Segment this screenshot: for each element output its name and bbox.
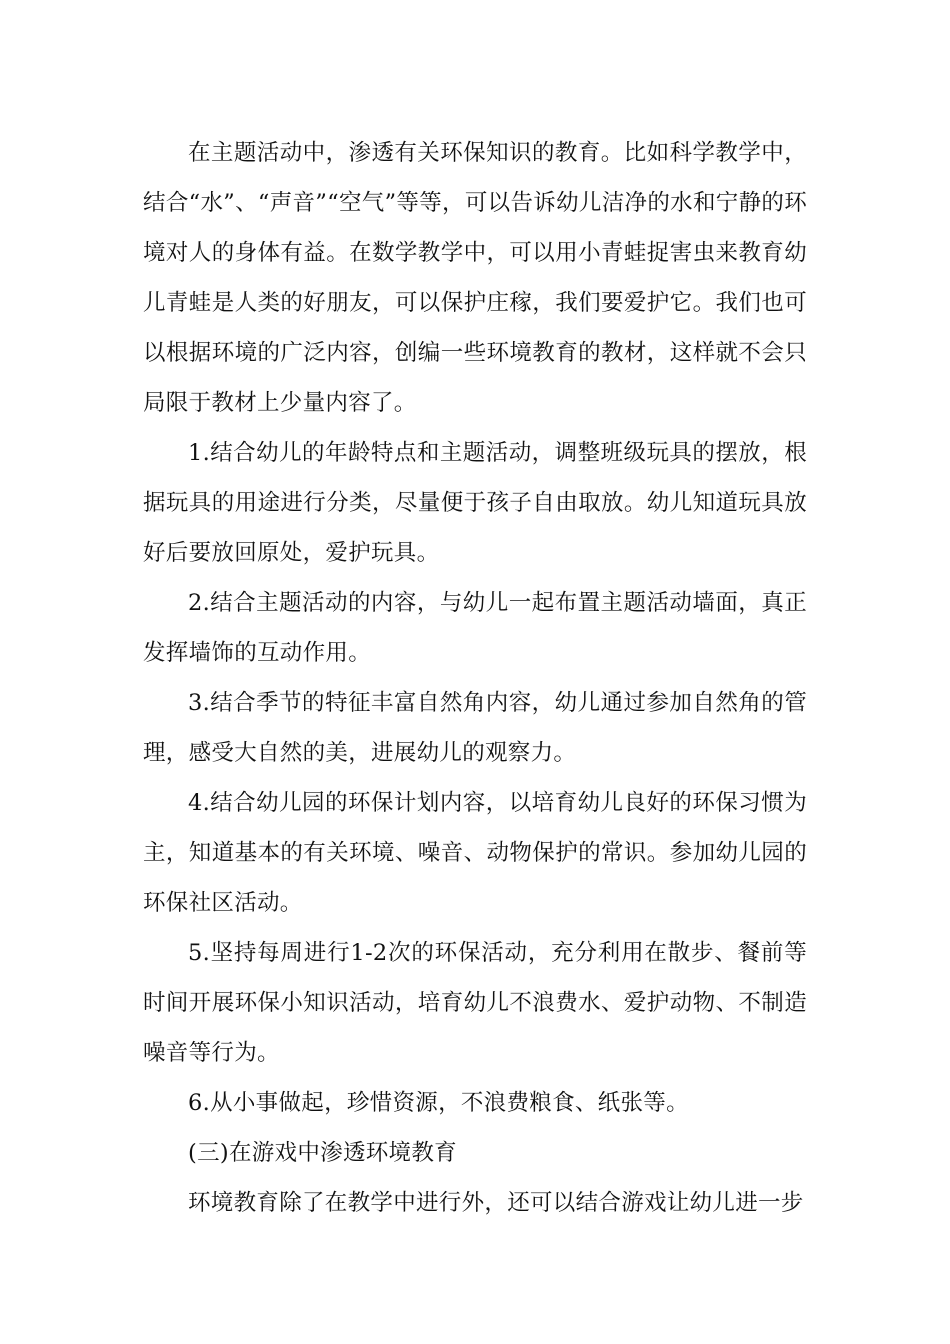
section-heading: (三)在游戏中渗透环境教育	[188, 1140, 457, 1166]
paragraph-intro: 在主题活动中，渗透有关环保知识的教育。比如科学教学中，结合“水”、“声音”“空气”等等，可以告诉幼儿洁净的水和宁静的环境对人的身体有益。在数学教学中，可以用小青蛙捉害虫来教育幼儿青蛙是人类的好朋友，可以保护庄稼，我们要爱护它。我们也可以根据环境的广泛内容，创编一些环境教育的教材，这样就不会只局限于教材上少量内容了。	[143, 140, 807, 416]
paragraph-item-6: 6.从小事做起，珍惜资源，不浪费粮食、纸张等。	[188, 1090, 689, 1116]
paragraph-item-3: 3.结合季节的特征丰富自然角内容，幼儿通过参加自然角的管理，感受大自然的美，进展幼儿的观察力。	[143, 690, 807, 766]
paragraph-item-1: 1.结合幼儿的年龄特点和主题活动，调整班级玩具的摆放，根据玩具的用途进行分类，尽量便于孩子自由取放。幼儿知道玩具放好后要放回原处，爱护玩具。	[143, 440, 807, 566]
paragraph-item-4: 4.结合幼儿园的环保计划内容，以培育幼儿良好的环保习惯为主，知道基本的有关环境、噪音、动物保护的常识。参加幼儿园的环保社区活动。	[143, 790, 807, 916]
paragraph-item-5: 5.坚持每周进行1-2次的环保活动，充分利用在散步、餐前等时间开展环保小知识活动，培育幼儿不浪费水、爱护动物、不制造噪音等行为。	[143, 940, 807, 1066]
paragraph-continued: 环境教育除了在教学中进行外，还可以结合游戏让幼儿进一步	[188, 1190, 804, 1216]
document-body	[143, 128, 807, 1228]
paragraph-item-2: 2.结合主题活动的内容，与幼儿一起布置主题活动墙面，真正发挥墙饰的互动作用。	[143, 590, 807, 666]
